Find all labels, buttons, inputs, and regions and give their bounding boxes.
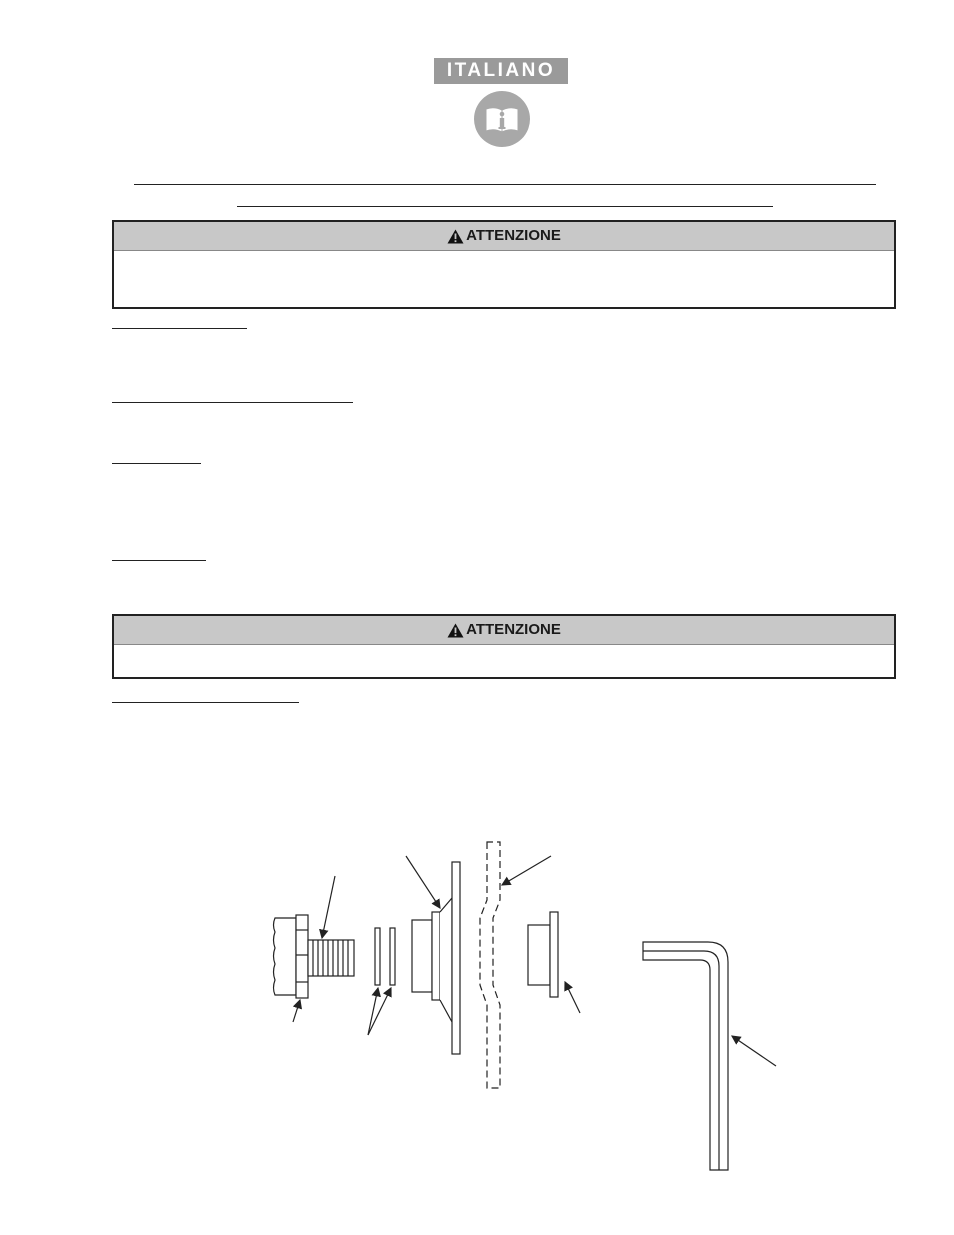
mounting-panel	[480, 842, 500, 1088]
section-heading-underline	[112, 328, 247, 329]
flange-plate	[412, 862, 460, 1054]
warning-label: ATTENZIONE	[466, 621, 561, 638]
washer	[390, 928, 395, 985]
warning-triangle-icon	[447, 623, 464, 638]
warning-box-1	[112, 220, 896, 309]
warning-header	[114, 222, 894, 251]
hex-key	[643, 942, 728, 1170]
section-heading-underline	[112, 702, 299, 703]
title-rule-2	[237, 206, 773, 207]
section-heading-underline	[112, 463, 201, 464]
manual-info-icon	[473, 90, 531, 148]
warning-box-2	[112, 614, 896, 679]
warning-header	[114, 616, 894, 645]
spacer-nut	[528, 912, 558, 997]
warning-label: ATTENZIONE	[466, 227, 561, 244]
bolt-thread	[308, 940, 354, 976]
section-heading-underline	[112, 402, 353, 403]
washer	[375, 928, 380, 985]
exploded-assembly-diagram	[250, 830, 810, 1180]
section-heading-underline	[112, 560, 206, 561]
title-rule-1	[134, 184, 876, 185]
language-badge: ITALIANO	[434, 58, 568, 84]
bolt-head	[274, 915, 309, 998]
warning-triangle-icon	[447, 229, 464, 244]
